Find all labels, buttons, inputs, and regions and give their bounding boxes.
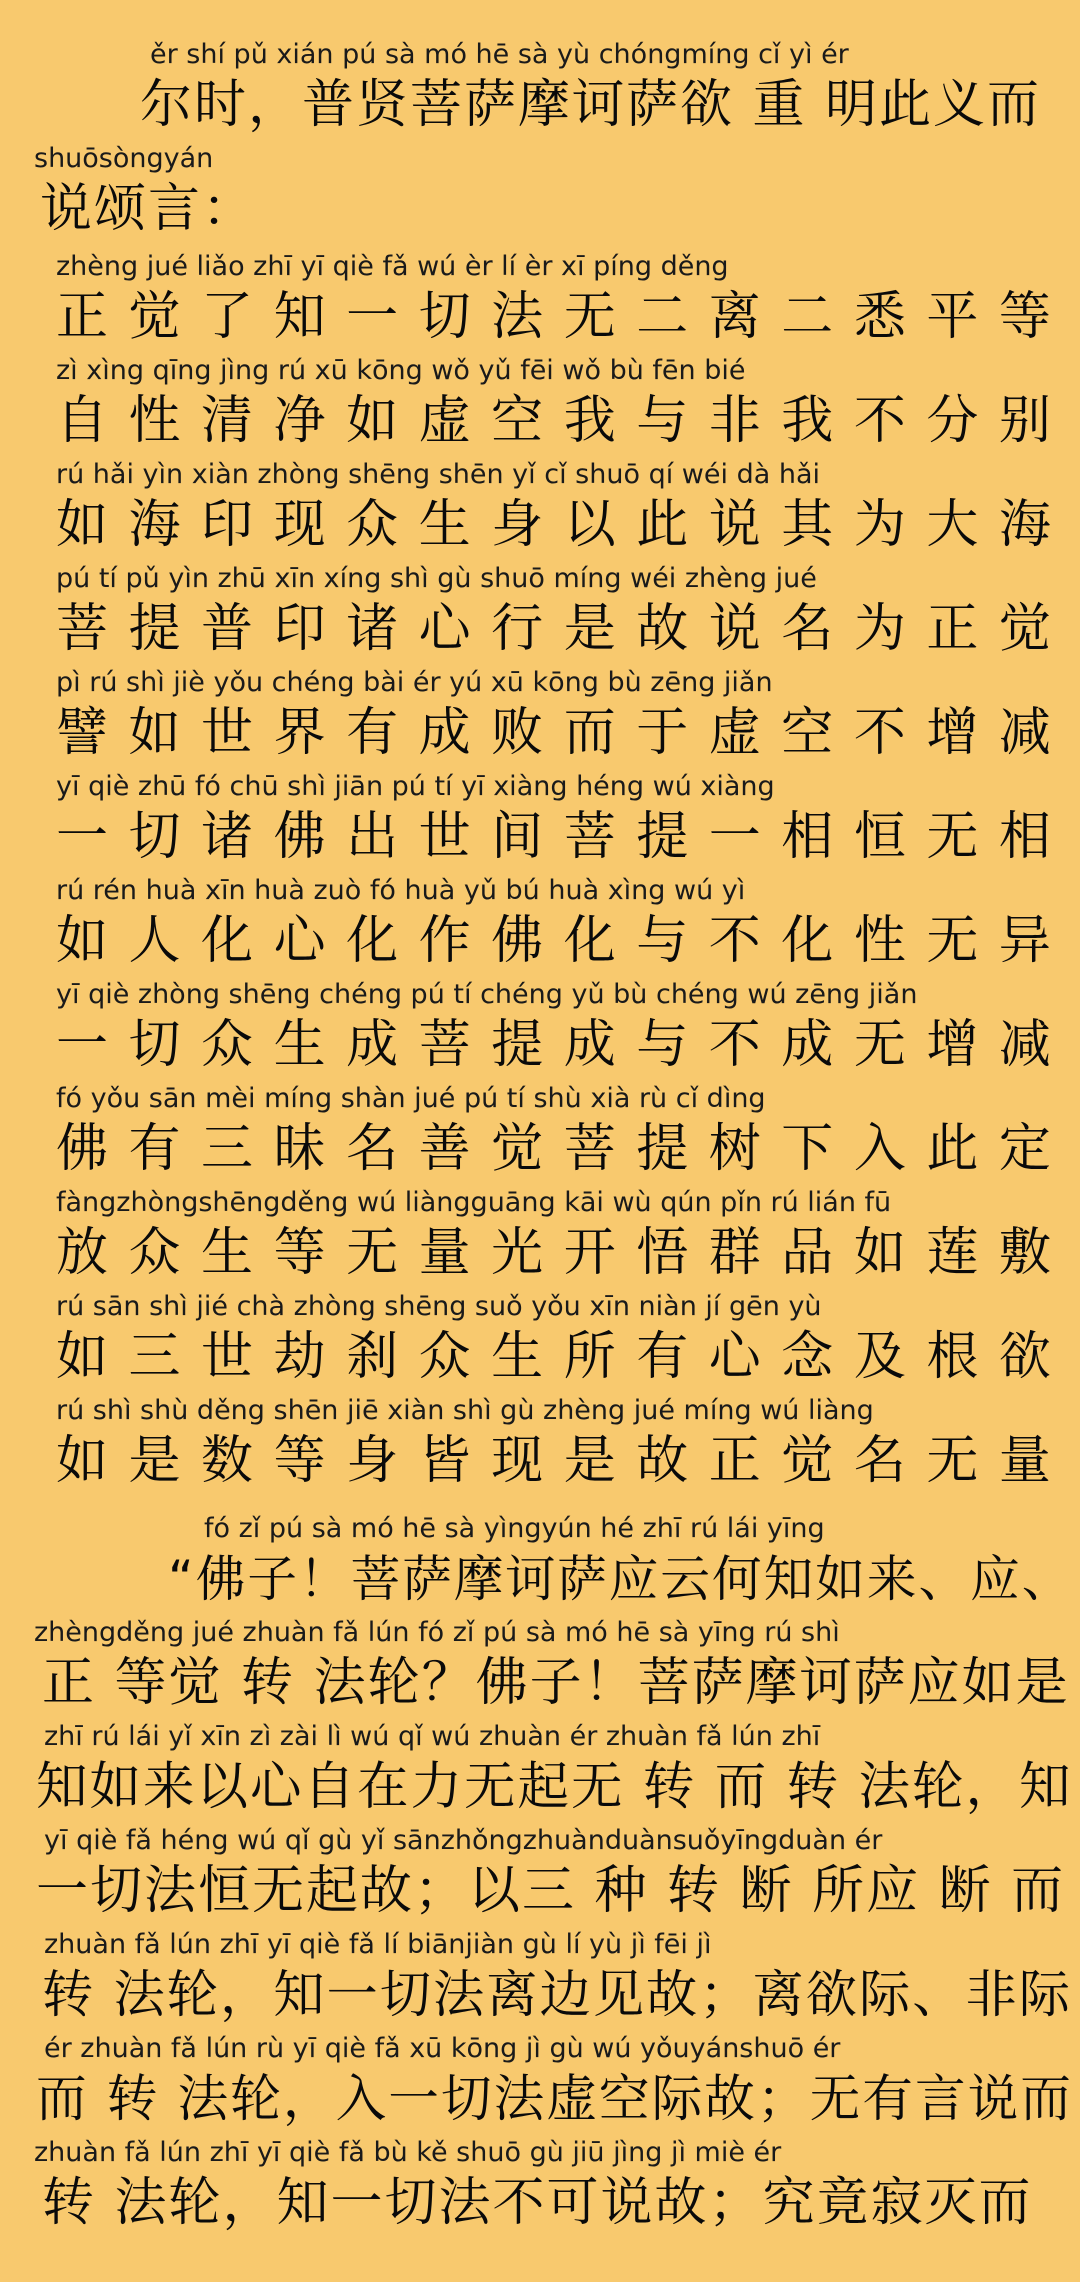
hanzi-line-20: 而 转 法轮，入一切法虚空际故；无有言说而 <box>36 2069 1073 2128</box>
text-line-4 <box>0 352 1080 456</box>
hanzi-line-10: 一 切 众 生 成 菩 提 成 与 不 成 无 增 减 <box>56 1015 1053 1075</box>
pinyin-line-12: fàngzhòngshēngděng wú liàngguāng kāi wù qún pǐn rú lián fū <box>56 1187 892 1218</box>
hanzi-line-16: 正 等觉 转 法轮？佛子！菩萨摩诃萨应如是 <box>42 1653 1070 1713</box>
text-line-5 <box>0 456 1080 560</box>
pinyin-line-18: yī qiè fǎ héng wú qǐ gù yǐ sānzhǒngzhuànduànsuǒyīngduàn ér <box>44 1825 883 1856</box>
pinyin-line-3: zhèng jué liǎo zhī yī qiè fǎ wú èr lí èr xī píng děng <box>56 251 729 282</box>
pinyin-line-10: yī qiè zhòng shēng chéng pú tí chéng yǔ bù chéng wú zēng jiǎn <box>56 979 918 1010</box>
text-line-8 <box>0 768 1080 872</box>
text-line-3 <box>0 248 1080 352</box>
hanzi-line-11: 佛 有 三 昧 名 善 觉 菩 提 树 下 入 此 定 <box>56 1119 1053 1179</box>
text-line-18 <box>0 1822 1080 1926</box>
text-line-2 <box>0 140 1080 244</box>
pinyin-line-1: ěr shí pǔ xián pú sà mó hē sà yù chóngmíng cǐ yì ér <box>150 39 849 70</box>
pinyin-line-7: pì rú shì jiè yǒu chéng bài ér yú xū kōng bù zēng jiǎn <box>56 667 773 698</box>
hanzi-line-13: 如 三 世 劫 刹 众 生 所 有 心 念 及 根 欲 <box>56 1327 1053 1387</box>
hanzi-line-8: 一 切 诸 佛 出 世 间 菩 提 一 相 恒 无 相 <box>56 807 1053 867</box>
pinyin-line-19: zhuàn fǎ lún zhī yī qiè fǎ lí biānjiàn gù lí yù jì fēi jì <box>44 1929 712 1960</box>
pinyin-line-20: ér zhuàn fǎ lún rù yī qiè fǎ xū kōng jì gù wú yǒuyánshuō ér <box>44 2033 841 2064</box>
pinyin-line-14: rú shì shù děng shēn jiē xiàn shì gù zhèng jué míng wú liàng <box>56 1395 874 1426</box>
pinyin-line-21: zhuàn fǎ lún zhī yī qiè fǎ bù kě shuō gù jiū jìng jì miè ér <box>34 2137 782 2168</box>
text-line-12 <box>0 1184 1080 1288</box>
hanzi-line-19: 转 法轮，知一切法离边见故；离欲际、非际 <box>42 1965 1073 2025</box>
hanzi-line-17: 知如来以心自在力无起无 转 而 转 法轮，知 <box>36 1757 1073 1817</box>
hanzi-line-3: 正 觉 了 知 一 切 法 无 二 离 二 悉 平 等 <box>56 287 1053 347</box>
text-line-13 <box>0 1288 1080 1392</box>
text-line-6 <box>0 560 1080 664</box>
hanzi-line-18: 一切法恒无起故；以三 种 转 断 所应 断 而 <box>36 1861 1066 1921</box>
text-line-11 <box>0 1080 1080 1184</box>
text-line-10 <box>0 976 1080 1080</box>
hanzi-line-1: 尔时，普贤菩萨摩诃萨欲 重 明此义而 <box>140 75 1042 135</box>
hanzi-line-12: 放 众 生 等 无 量 光 开 悟 群 品 如 莲 敷 <box>56 1223 1053 1283</box>
text-line-17 <box>0 1718 1080 1822</box>
pinyin-line-8: yī qiè zhū fó chū shì jiān pú tí yī xiàng héng wú xiàng <box>56 771 775 802</box>
text-line-19 <box>0 1926 1080 2030</box>
text-line-16 <box>0 1614 1080 1718</box>
text-line-21 <box>0 2134 1080 2238</box>
hanzi-line-21: 转 法轮，知一切法不可说故；究竟寂灭而 <box>42 2173 1033 2233</box>
hanzi-line-5: 如 海 印 现 众 生 身 以 此 说 其 为 大 海 <box>56 495 1053 555</box>
text-line-9 <box>0 872 1080 976</box>
text-line-1 <box>0 36 1080 140</box>
pinyin-line-13: rú sān shì jié chà zhòng shēng suǒ yǒu xīn niàn jí gēn yù <box>56 1291 822 1322</box>
pinyin-line-9: rú rén huà xīn huà zuò fó huà yǔ bú huà xìng wú yì <box>56 875 746 906</box>
hanzi-line-14: 如 是 数 等 身 皆 现 是 故 正 觉 名 无 量 <box>56 1431 1053 1491</box>
hanzi-line-4: 自 性 清 净 如 虚 空 我 与 非 我 不 分 别 <box>56 391 1053 451</box>
hanzi-line-2: 说颂言： <box>40 179 257 239</box>
hanzi-line-15: “佛子！菩萨摩诃萨应云何知如来、应、 <box>168 1550 1074 1608</box>
pinyin-line-6: pú tí pǔ yìn zhū xīn xíng shì gù shuō míng wéi zhèng jué <box>56 563 817 594</box>
text-line-14 <box>0 1392 1080 1496</box>
text-line-20 <box>0 2030 1080 2134</box>
pinyin-line-2: shuōsòngyán <box>34 143 214 174</box>
pinyin-line-15: fó zǐ pú sà mó hē sà yìngyún hé zhī rú lái yīng <box>204 1513 825 1544</box>
text-line-7 <box>0 664 1080 768</box>
hanzi-line-9: 如 人 化 心 化 作 佛 化 与 不 化 性 无 异 <box>56 911 1053 971</box>
pinyin-line-16: zhèngděng jué zhuàn fǎ lún fó zǐ pú sà mó hē sà yīng rú shì <box>34 1617 840 1648</box>
pinyin-line-11: fó yǒu sān mèi míng shàn jué pú tí shù xià rù cǐ dìng <box>56 1083 766 1114</box>
pinyin-line-4: zì xìng qīng jìng rú xū kōng wǒ yǔ fēi wǒ bù fēn bié <box>56 355 746 386</box>
hanzi-line-6: 菩 提 普 印 诸 心 行 是 故 说 名 为 正 觉 <box>56 599 1053 659</box>
pinyin-line-5: rú hǎi yìn xiàn zhòng shēng shēn yǐ cǐ shuō qí wéi dà hǎi <box>56 459 820 490</box>
text-line-15 <box>0 1510 1080 1614</box>
hanzi-line-7: 譬 如 世 界 有 成 败 而 于 虚 空 不 增 减 <box>56 703 1053 763</box>
pinyin-line-17: zhī rú lái yǐ xīn zì zài lì wú qǐ wú zhuàn ér zhuàn fǎ lún zhī <box>44 1721 821 1752</box>
